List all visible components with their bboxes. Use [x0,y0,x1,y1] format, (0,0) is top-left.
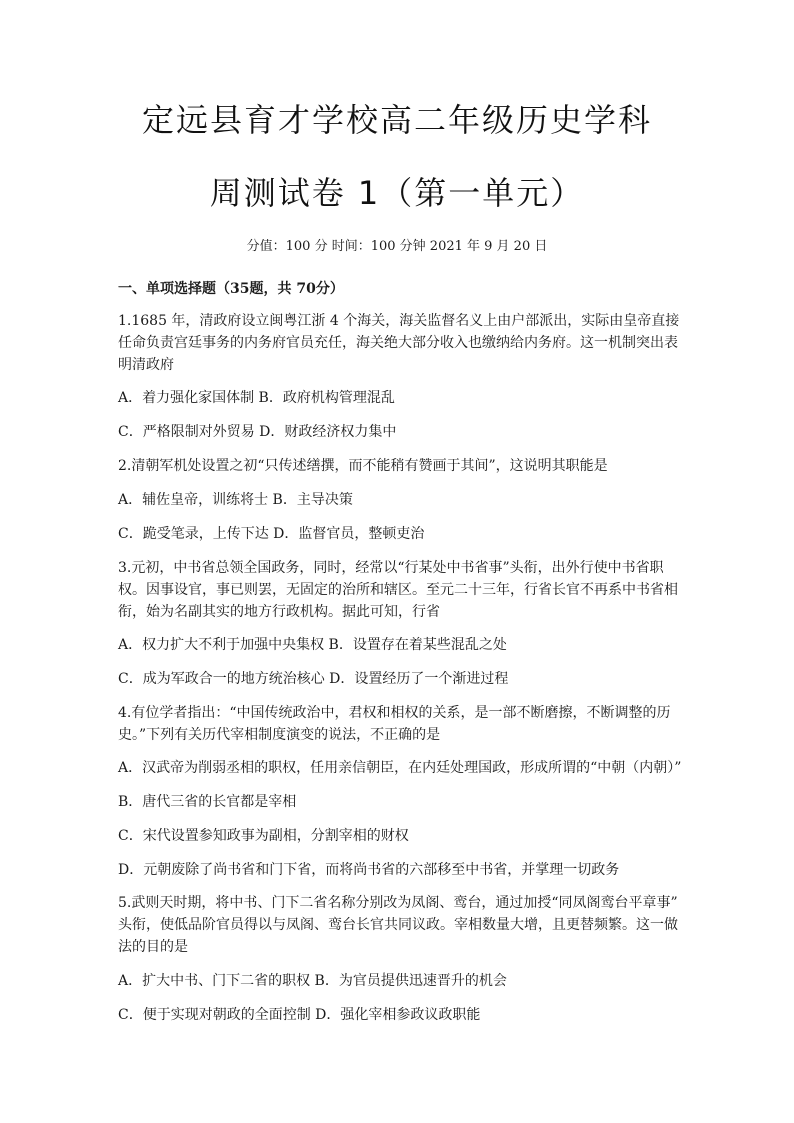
q5-stem-line1: 5.武则天时期，将中书、门下二省名称分别改为凤阁、鸾台，通过加授“同凤阁鸾台平章事” [118,895,678,911]
q3-stem-line1: 3.元初，中书省总领全国政务，同时，经常以“行某处中书省事”头衔，出外行使中书省职 [118,560,664,576]
section-header: 一、单项选择题（35题，共 70分） [118,281,344,297]
q1-stem-line2: 任命负责宫廷事务的内务府官员充任，海关绝大部分收入也缴纳给内务府。这一机制突出表 [118,335,678,351]
exam-title-line1: 定远县育才学校高二年级历史学科 [141,101,652,139]
q4-stem-line2: 史。”下列有关历代宰相制度演变的说法，不正确的是 [118,727,441,743]
q1-stem-line1: 1.1685 年，清政府设立闽粤江浙 4 个海关，海关监督名义上由户部派出，实际由皇帝直接 [118,313,680,329]
q1-stem-line3: 明清政府 [118,357,174,373]
q2-options-ab: A．辅佐皇帝，训练将士 B．主导决策 [118,492,353,508]
q3-options-ab: A．权力扩大不利于加强中央集权 B．设置存在着某些混乱之处 [118,637,507,653]
q3-stem-line3: 衔，始为名副其实的地方行政机构。据此可知，行省 [118,604,440,620]
q4-option-d: D．元朝废除了尚书省和门下省，而将尚书省的六部移至中书省，并掌理一切政务 [118,862,620,878]
q1-options-cd: C．严格限制对外贸易 D．财政经济权力集中 [118,424,397,440]
q4-option-c: C．宋代设置参知政事为副相，分割宰相的财权 [118,828,409,844]
q4-option-b: B．唐代三省的长官都是宰相 [118,794,297,810]
q4-stem-line1: 4.有位学者指出：“中国传统政治中，君权和相权的关系，是一部不断磨擦，不断调整的历 [118,705,671,721]
q3-options-cd: C．成为军政合一的地方统治核心 D．设置经历了一个渐进过程 [118,671,509,687]
exam-title-line2: 周测试卷 1（第一单元） [209,174,585,212]
q4-option-a: A．汉武帝为削弱丞相的职权，任用亲信朝臣，在内廷处理国政，形成所谓的“中朝（内朝）” [118,760,682,776]
q5-stem-line2: 头衔，使低品阶官员得以与凤阁、鸾台长官共同议政。宰相数量大增，且更替频繁。这一做 [118,917,678,933]
q5-options-cd: C．便于实现对朝政的全面控制 D．强化宰相参政议政职能 [118,1007,481,1023]
q2-options-cd: C．跪受笔录，上传下达 D．监督官员，整顿吏治 [118,526,425,542]
q2-stem-line1: 2.清朝军机处设置之初“只传述缮撰，而不能稍有赞画于其间”，这说明其职能是 [118,458,608,474]
q3-stem-line2: 权。因事设官，事已则罢，无固定的治所和辖区。至元二十三年，行省长官不再系中书省相 [118,582,678,598]
exam-meta: 分值：100 分 时间：100 分钟 2021 年 9 月 20 日 [246,239,548,254]
q5-stem-line3: 法的目的是 [118,939,188,955]
q1-options-ab: A．着力强化家国体制 B．政府机构管理混乱 [118,390,395,406]
q5-options-ab: A．扩大中书、门下二省的职权 B．为官员提供迅速晋升的机会 [118,973,507,989]
